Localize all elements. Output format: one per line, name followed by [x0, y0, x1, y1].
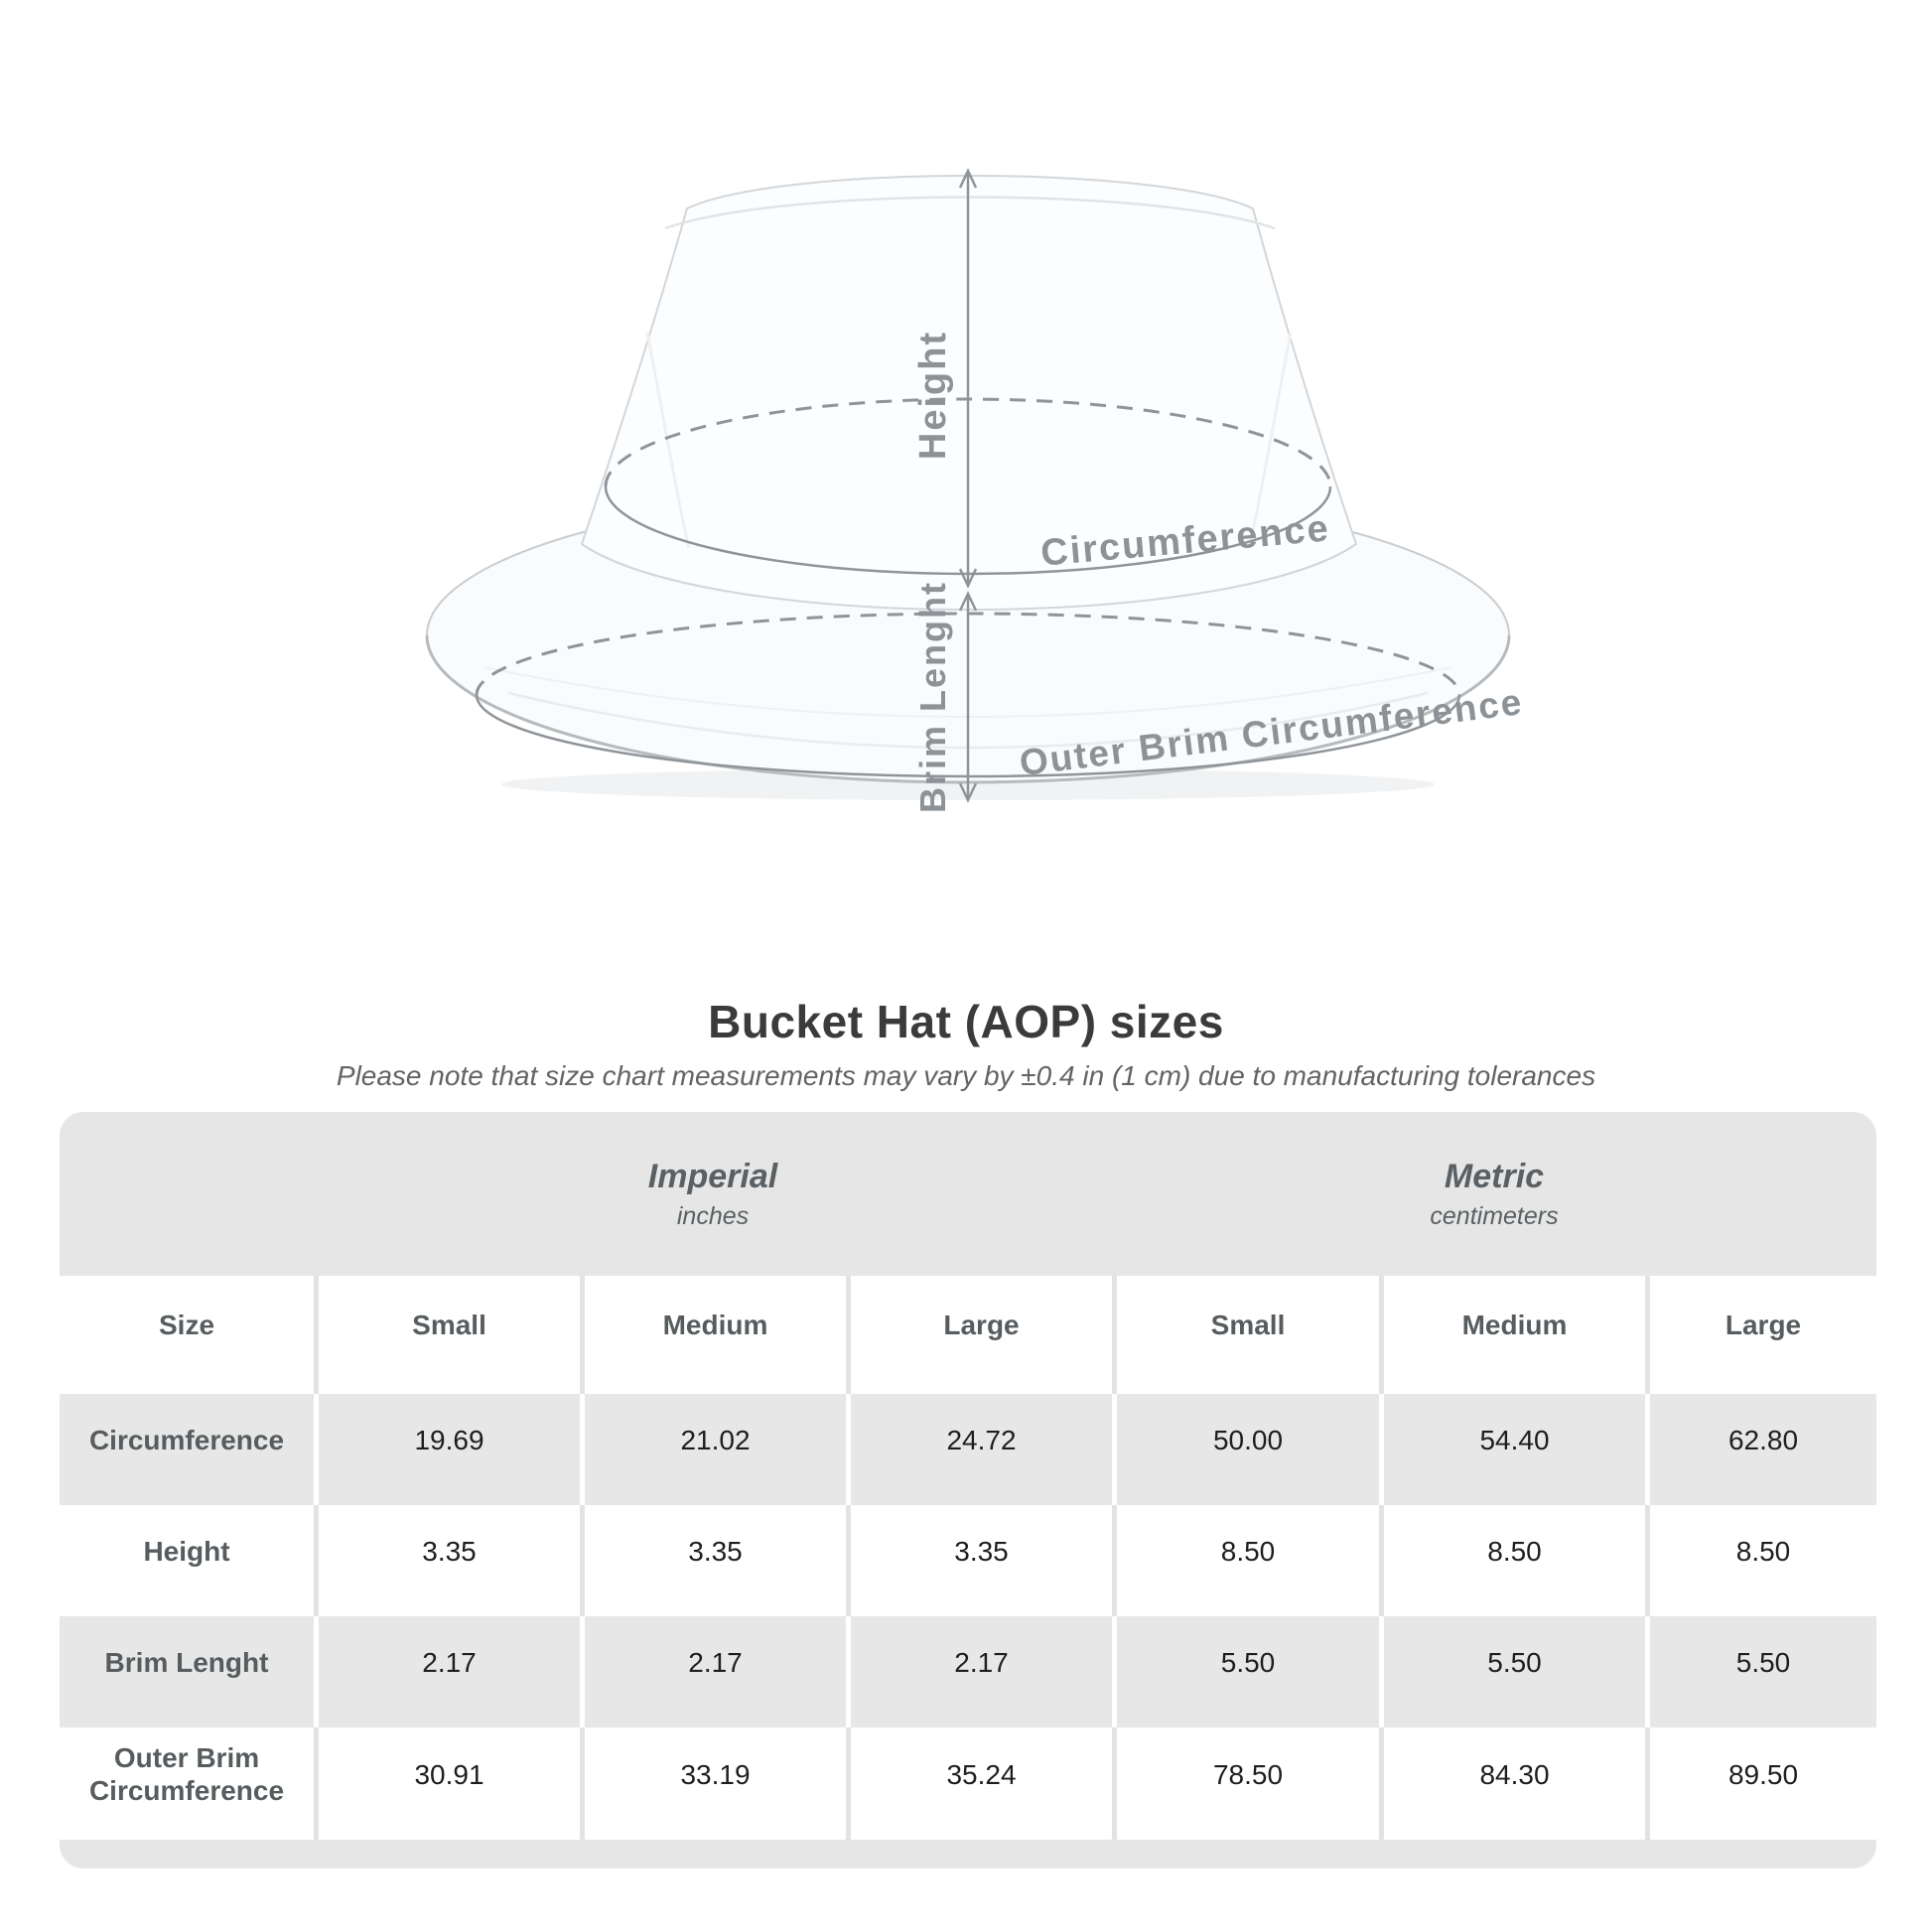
size-value-cell: 30.91: [314, 1727, 580, 1840]
row-label: Brim Lenght: [104, 1646, 269, 1678]
size-value-cell: 35.24: [846, 1727, 1112, 1840]
brim-length-label: Brim Lenght: [912, 581, 953, 813]
size-value-cell: 8.50: [1645, 1505, 1876, 1616]
table-footer-band: [60, 1840, 1876, 1868]
unit-band-spacer: [60, 1112, 314, 1276]
unit-group-label: Imperial: [647, 1157, 778, 1195]
size-value-cell: 19.69: [314, 1394, 580, 1505]
unit-group-sublabel: centimeters: [1430, 1201, 1559, 1230]
unit-group-label: Metric: [1444, 1157, 1545, 1195]
size-value-cell: 2.17: [314, 1616, 580, 1727]
size-value-cell: 33.19: [580, 1727, 846, 1840]
table-row-brim-length: [60, 1616, 1876, 1727]
size-value-cell: 24.72: [846, 1394, 1112, 1505]
size-value-cell: 8.50: [1112, 1505, 1379, 1616]
size-column-header: Medium: [1379, 1276, 1645, 1394]
size-column-header: Small: [314, 1276, 580, 1394]
size-chart-table: [60, 1112, 1876, 1868]
table-row-height: [60, 1505, 1876, 1616]
size-value-cell: 84.30: [1379, 1727, 1645, 1840]
size-value-cell: 78.50: [1112, 1727, 1379, 1840]
size-tolerance-note: Please note that size chart measurements may vary by ±0.4 in (1 cm) due to manufacturing tolerances: [336, 1060, 1596, 1091]
table-row-outer-brim-circumference: [60, 1727, 1876, 1840]
size-value-cell: 54.40: [1379, 1394, 1645, 1505]
unit-group-metric: [1112, 1112, 1876, 1276]
size-value-cell: 62.80: [1645, 1394, 1876, 1505]
size-header-cell: Size: [158, 1310, 215, 1341]
circumference-label: Circumference: [1038, 507, 1332, 575]
outer-brim-circumference-label: Outer Brim Circumference: [1017, 681, 1526, 784]
size-value-cell: 21.02: [580, 1394, 846, 1505]
unit-band: [60, 1112, 1876, 1276]
table-row-circumference: [60, 1394, 1876, 1505]
size-value-cell: 89.50: [1645, 1727, 1876, 1840]
height-label: Height: [912, 330, 954, 461]
page-title: Bucket Hat (AOP) sizes: [708, 996, 1224, 1047]
size-value-cell: 3.35: [580, 1505, 846, 1616]
size-value-cell: 5.50: [1379, 1616, 1645, 1727]
table-header-row: [60, 1276, 1876, 1394]
size-value-cell: 8.50: [1379, 1505, 1645, 1616]
size-value-cell: 3.35: [314, 1505, 580, 1616]
size-value-cell: 50.00: [1112, 1394, 1379, 1505]
size-column-header: Large: [846, 1276, 1112, 1394]
unit-group-imperial: [314, 1112, 1112, 1276]
size-value-cell: 2.17: [846, 1616, 1112, 1727]
size-value-cell: 3.35: [846, 1505, 1112, 1616]
hat-measurement-diagram: [0, 0, 1932, 933]
row-label: Outer Brim Circumference: [88, 1742, 285, 1806]
row-label: Height: [143, 1535, 230, 1567]
size-column-header: Large: [1645, 1276, 1876, 1394]
title-block: [0, 995, 1932, 1092]
size-value-cell: 5.50: [1645, 1616, 1876, 1727]
size-column-header: Small: [1112, 1276, 1379, 1394]
size-value-cell: 5.50: [1112, 1616, 1379, 1727]
size-column-header: Medium: [580, 1276, 846, 1394]
row-label: Circumference: [88, 1424, 285, 1455]
size-value-cell: 2.17: [580, 1616, 846, 1727]
unit-group-sublabel: inches: [676, 1201, 750, 1230]
